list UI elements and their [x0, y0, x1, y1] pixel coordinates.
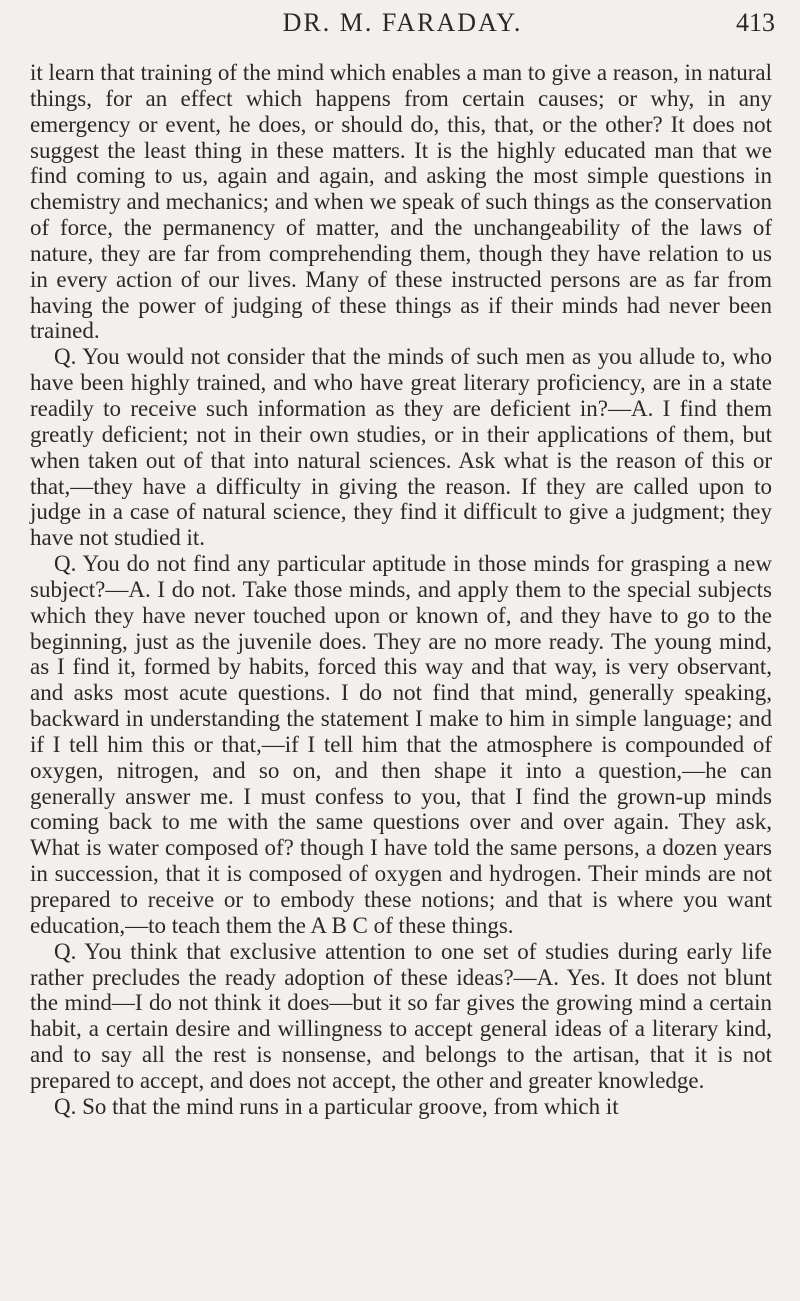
body-text — [30, 60, 772, 1120]
paragraph-5: Q. So that the mind runs in a particular groove, from which it — [54, 1093, 619, 1119]
paragraph-1: it learn that training of the mind which enables a man to give a reason, in natural things, for an effect which happens from certain causes; or why, in any emergency or event, he does, or should do, this, that, or the other? It does not suggest the least thing in these matters. It is the highly educated man that we find coming to us, again and again, and asking the most simple questions in chemistry and mechanics; and when we speak of such things as the conservation of force, the permanency of matter, and the unchangeability of the laws of nature, they are far from comprehending them, though they have relation to us in every action of our lives. Many of these instructed persons are as far from having the power of judging of these things as if their minds had never been trained. — [30, 60, 772, 344]
running-head: DR. M. FARADAY. — [282, 8, 523, 37]
page-number: 413 — [736, 8, 775, 37]
paragraph-3: Q. You do not find any particular aptitude in those minds for grasping a new subject?—A. I do not. Take those minds, and apply them to the special subjects which they have never touched upon or known of, and they have to go to the beginning, just as the juvenile does. They are no more ready. The young mind, as I find it, formed by habits, forced this way and that way, is very observant, and asks most acute questions. I do not find that mind, generally speaking, backward in understanding the statement I make to him in simple language; and if I tell him this or that,—if I tell him that the atmosphere is compounded of oxygen, nitrogen, and so on, and then shape it into a question,—he can generally answer me. I must confess to you, that I find the grown-up minds coming back to me with the same questions over and over again. They ask, What is water composed of? though I have told the same persons, a dozen years in succession, that it is composed of oxygen and hydrogen. Their minds are not prepared to receive or to embody these notions; and that is where you want education,—to teach them the A B C of these things. — [30, 551, 772, 938]
paragraph-2: Q. You would not consider that the minds of such men as you allude to, who have been highly trained, and who have great literary proficiency, are in a state readily to receive such information as they are deficient in?—A. I find them greatly deficient; not in their own studies, or in their applications of them, but when taken out of that into natural sciences. Ask what is the reason of this or that,—they have a difficulty in giving the reason. If they are called upon to judge in a case of natural science, they find it difficult to give a judgment; they have not studied it. — [30, 344, 772, 551]
page-header — [30, 8, 775, 52]
paragraph-4: Q. You think that exclusive attention to one set of studies during early life rather precludes the ready adoption of these ideas?—A. Yes. It does not blunt the mind—I do not think it does—but it so far gives the growing mind a certain habit, a certain desire and willingness to accept general ideas of a literary kind, and to say all the rest is nonsense, and belongs to the artisan, that it is not prepared to accept, and does not accept, the other and greater knowledge. — [30, 938, 772, 1093]
